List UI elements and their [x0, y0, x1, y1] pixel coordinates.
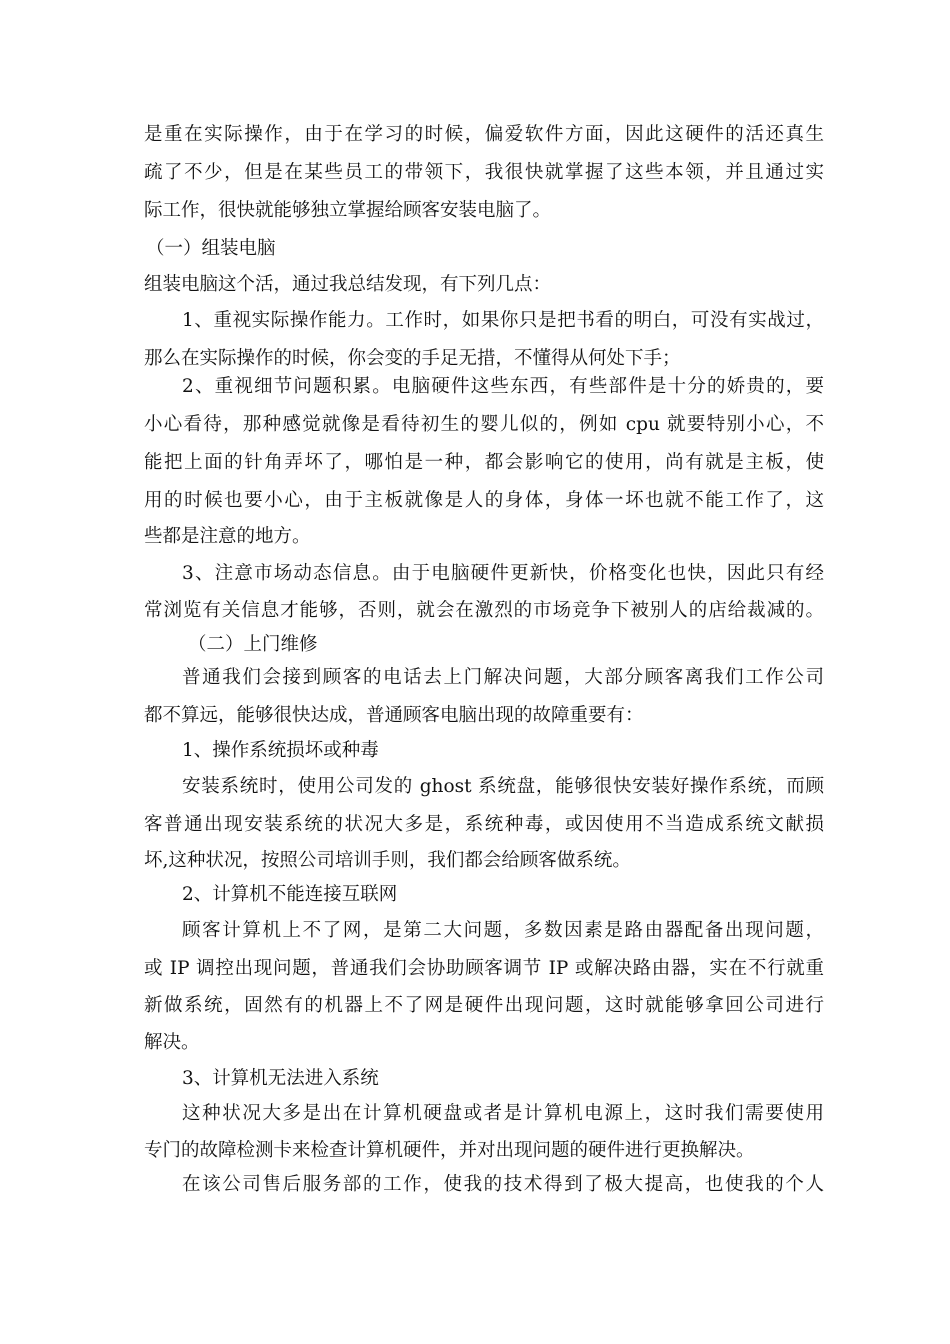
paragraph-line: 普通我们会接到顾客的电话去上门解决问题，大部分顾客离我们工作公司 [182, 667, 824, 688]
paragraph-line: 顾客计算机上不了网，是第二大问题，多数因素是路由器配备出现问题， [182, 920, 824, 941]
paragraph-line: 际工作，很快就能够独立掌握给顾客安装电脑了。 [144, 200, 552, 221]
list-item-line: 1、操作系统损坏或种毒 [182, 740, 379, 761]
paragraph-line: 疏了不少，但是在某些员工的带领下，我很快就掌握了这些本领，并且通过实 [144, 162, 824, 183]
paragraph-line: 那么在实际操作的时候，你会变的手足无措，不懂得从何处下手； [144, 348, 681, 369]
list-item-line: 2、计算机不能连接互联网 [182, 884, 398, 905]
paragraph-line: 常浏览有关信息才能够，否则，就会在激烈的市场竞争下被别人的店给裁减的。 [144, 600, 824, 621]
section-heading: （二）上门维修 [188, 634, 318, 655]
paragraph-line: 都不算远，能够很快达成，普通顾客电脑出现的故障重要有： [144, 705, 644, 726]
paragraph-line: 是重在实际操作，由于在学习的时候，偏爱软件方面，因此这硬件的活还真生 [144, 124, 824, 145]
paragraph-line: 专门的故障检测卡来检查计算机硬件，并对出现问题的硬件进行更换解决。 [144, 1140, 755, 1161]
paragraph-line: 解决。 [144, 1032, 200, 1053]
paragraph-line: 组装电脑这个活，通过我总结发现，有下列几点： [144, 274, 552, 295]
paragraph-line: 小心看待，那种感觉就像是看待初生的婴儿似的，例如 cpu 就要特别小心，不 [144, 414, 824, 435]
list-item-line: 1、重视实际操作能力。工作时，如果你只是把书看的明白，可没有实战过， [182, 310, 824, 331]
paragraph-line: 或 IP 调控出现问题，普通我们会协助顾客调节 IP 或解决路由器，实在不行就重 [144, 958, 824, 979]
paragraph-line: 在该公司售后服务部的工作，使我的技术得到了极大提高，也使我的个人 [182, 1174, 824, 1195]
paragraph-line: 坏,这种状况，按照公司培训手则，我们都会给顾客做系统。 [144, 850, 631, 871]
section-heading: （一）组装电脑 [146, 238, 276, 259]
paragraph-line: 安装系统时，使用公司发的 ghost 系统盘，能够很快安装好操作系统，而顾 [182, 776, 824, 797]
paragraph-line: 客普通出现安装系统的状况大多是，系统种毒，或因使用不当造成系统文献损 [144, 814, 824, 835]
paragraph-line: 用的时候也要小心，由于主板就像是人的身体，身体一坏也就不能工作了，这 [144, 490, 824, 511]
list-item-line: 3、注意市场动态信息。由于电脑硬件更新快，价格变化也快，因此只有经 [182, 563, 824, 584]
list-item-line: 2、重视细节问题积累。电脑硬件这些东西，有些部件是十分的娇贵的，要 [182, 376, 824, 397]
paragraph-line: 能把上面的针角弄坏了，哪怕是一种，都会影响它的使用，尚有就是主板，使 [144, 452, 824, 473]
paragraph-line: 新做系统，固然有的机器上不了网是硬件出现问题，这时就能够拿回公司进行 [144, 995, 824, 1016]
list-item-line: 3、计算机无法进入系统 [182, 1068, 379, 1089]
paragraph-line: 些都是注意的地方。 [144, 526, 311, 547]
paragraph-line: 这种状况大多是出在计算机硬盘或者是计算机电源上，这时我们需要使用 [182, 1103, 824, 1124]
